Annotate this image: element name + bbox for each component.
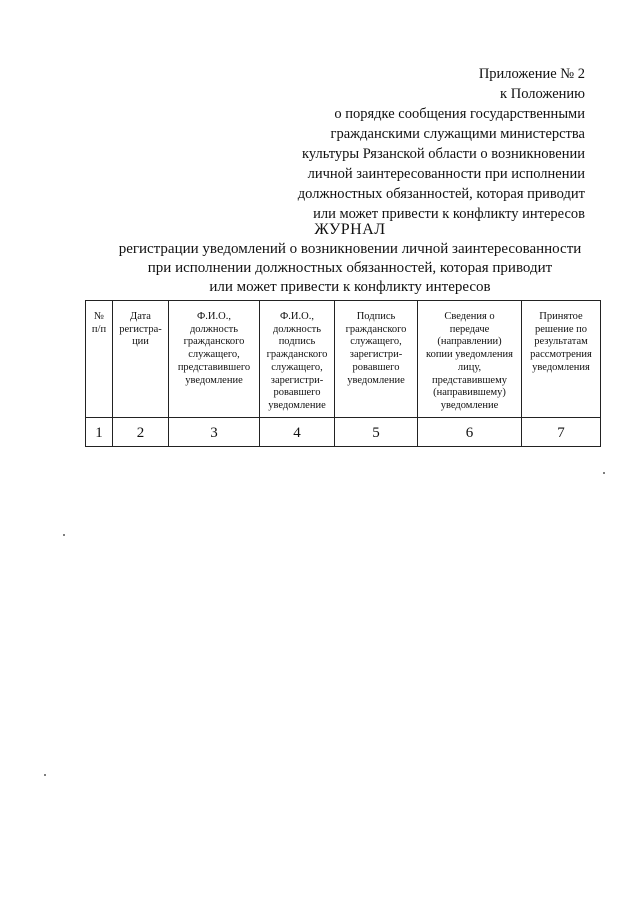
column-header-line: передаче	[449, 323, 490, 335]
column-header-line: лицу,	[457, 361, 482, 373]
column-number-cell: 3	[169, 417, 260, 446]
column-header-line: копии уведомления	[426, 349, 513, 361]
column-number-cell: 7	[522, 417, 601, 446]
column-header-line: (направлении)	[437, 336, 502, 348]
column-header-line: рассмотрения	[530, 349, 592, 361]
column-header-line: уведомление	[268, 399, 326, 411]
column-header-line: уведомления	[532, 361, 590, 373]
column-header-line: ции	[132, 336, 149, 348]
subtitle-line: или может привести к конфликту интересов	[209, 279, 491, 295]
column-header-line: должность	[189, 323, 239, 335]
column-header-line: Дата	[130, 311, 151, 322]
appendix-line: к Положению	[500, 86, 585, 102]
table-row	[86, 417, 601, 446]
column-header-line: уведомление	[347, 374, 405, 386]
column-header-line: регистра-	[119, 323, 162, 335]
scan-speck	[603, 472, 605, 474]
appendix-line: Приложение № 2	[478, 66, 585, 82]
column-header-line: гражданского	[266, 349, 328, 361]
appendix-line: культуры Рязанской области о возникновении	[302, 146, 585, 162]
column-header-line: зарегистри-	[270, 374, 324, 386]
column-header-line: результатам	[534, 336, 588, 348]
column-header-7	[522, 301, 601, 418]
column-number-cell: 5	[335, 417, 418, 446]
column-header-line: Подпись	[356, 311, 396, 322]
registration-journal-table	[85, 300, 601, 447]
column-header-line: уведомление	[440, 399, 499, 411]
appendix-reference	[255, 64, 585, 224]
appendix-line: или может привести к конфликту интересов	[313, 206, 585, 222]
appendix-line: гражданскими служащими министерства	[330, 126, 585, 142]
column-header-line: представившего	[177, 361, 251, 373]
column-header-line: ровавшего	[273, 387, 321, 399]
column-header-5	[335, 301, 418, 418]
journal-heading: ЖУРНАЛ	[314, 221, 386, 238]
column-number-cell: 6	[418, 417, 522, 446]
column-header-line: (направившему)	[433, 387, 506, 399]
column-header-line: решение по	[534, 323, 588, 335]
document-title	[40, 220, 640, 297]
subtitle-line: регистрации уведомлений о возникновении личной заинтересованности	[118, 241, 582, 257]
column-header-2	[113, 301, 169, 418]
column-number-cell: 4	[260, 417, 335, 446]
column-header-line: уведомление	[185, 374, 243, 386]
appendix-line: должностных обязанностей, которая приводит	[297, 186, 585, 202]
column-header-line: подпись	[278, 336, 316, 348]
scan-speck	[44, 774, 46, 776]
column-header-line: должность	[272, 323, 322, 335]
column-header-4	[260, 301, 335, 418]
column-header-line: Ф.И.О.,	[280, 311, 314, 322]
column-header-line: Ф.И.О.,	[197, 311, 231, 322]
subtitle-line: при исполнении должностных обязанностей, которая приводит	[147, 260, 553, 276]
column-header-1	[86, 301, 113, 418]
column-header-line: служащего,	[350, 336, 402, 348]
column-header-line: служащего,	[271, 361, 323, 373]
column-header-6	[418, 301, 522, 418]
column-header-line: п/п	[91, 323, 107, 335]
appendix-line: о порядке сообщения государственными	[334, 106, 585, 122]
column-header-line: зарегистри-	[349, 349, 403, 361]
column-header-line: ровавшего	[352, 361, 400, 373]
column-header-line: гражданского	[183, 336, 245, 348]
column-number-cell: 1	[86, 417, 113, 446]
appendix-line: личной заинтересованности при исполнении	[307, 166, 585, 182]
column-header-line: №	[93, 311, 105, 322]
column-header-line: служащего,	[188, 349, 240, 361]
column-header-line: представившему	[432, 374, 507, 386]
column-header-line: Принятое	[539, 311, 583, 322]
column-number-cell: 2	[113, 417, 169, 446]
column-header-line: гражданского	[345, 323, 407, 335]
column-header-3	[169, 301, 260, 418]
column-header-line: Сведения о	[444, 311, 495, 322]
scan-speck	[63, 534, 65, 536]
table-header-row	[86, 301, 601, 418]
